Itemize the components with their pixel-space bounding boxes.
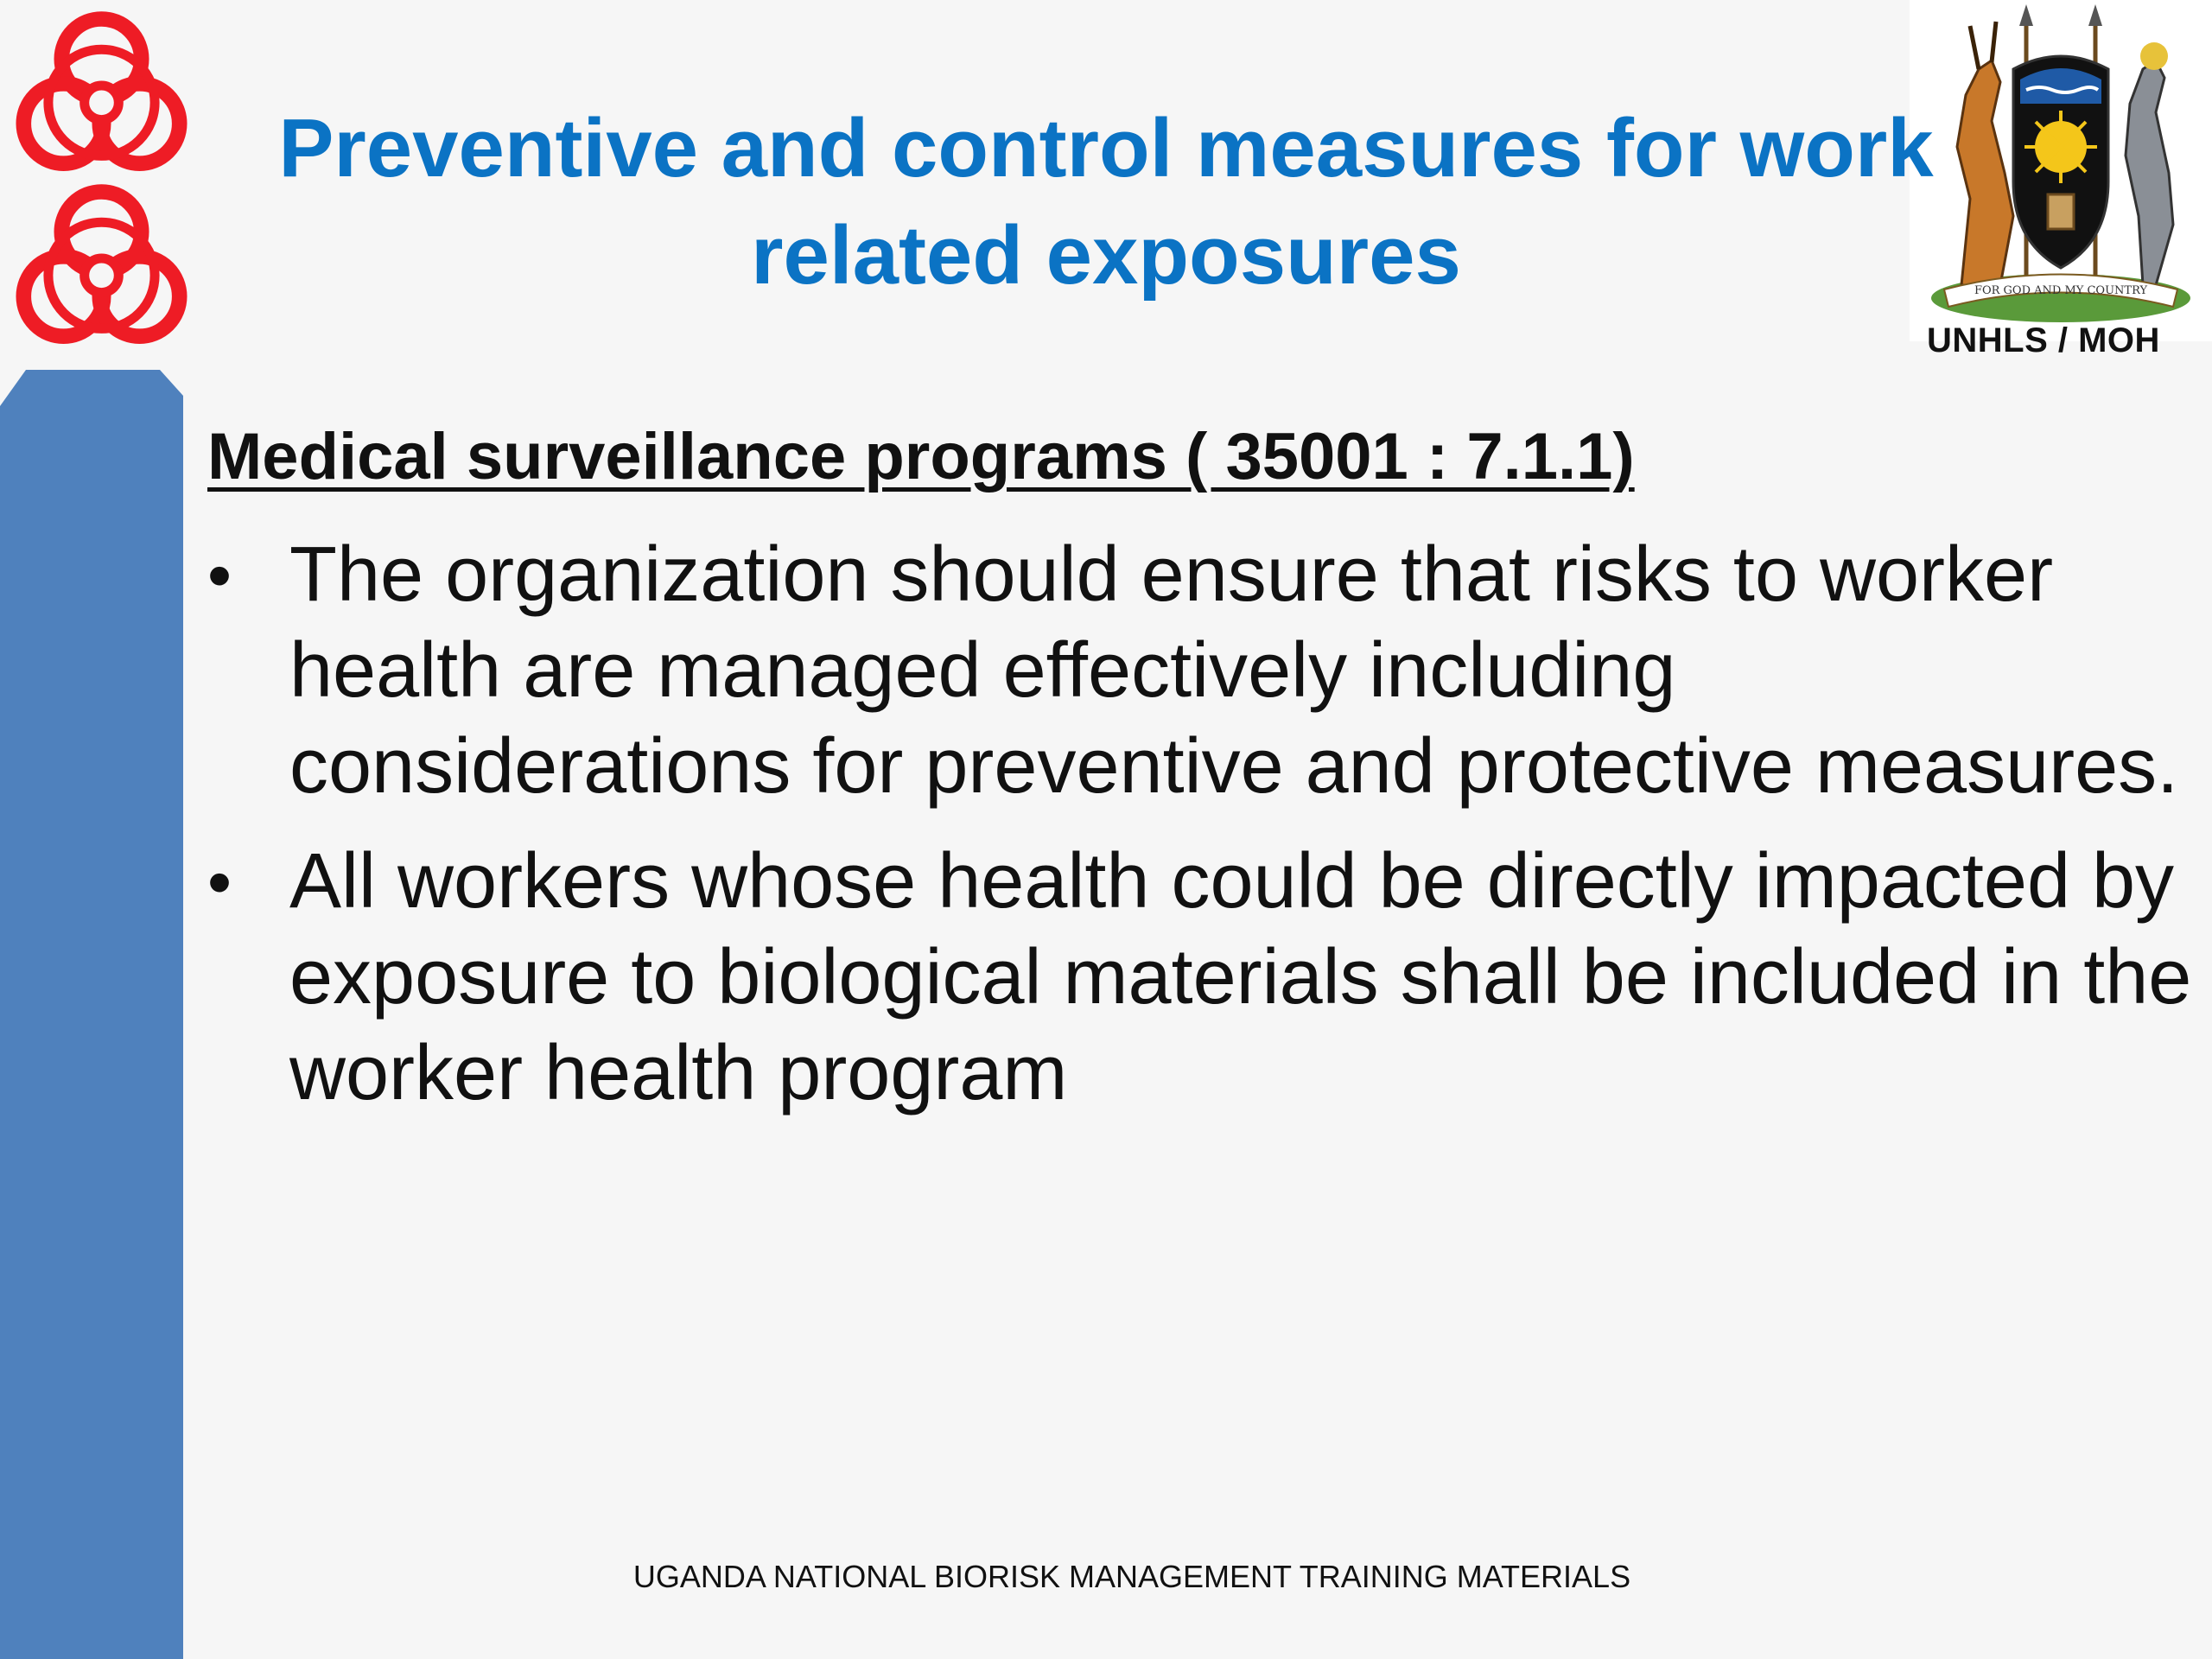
organization-label: UNHLS / MOH xyxy=(1927,321,2160,359)
crest-motto: FOR GOD AND MY COUNTRY xyxy=(1974,284,2148,297)
section-heading: Medical surveillance programs ( 35001 : 7.1.1) xyxy=(207,420,1635,493)
title-line-2: related exposures xyxy=(751,209,1461,302)
bullet-marker: • xyxy=(207,843,232,920)
bullet-text: All workers whose health could be directly impacted by exposure to biological materials shall be included in the worker health program xyxy=(289,838,2192,1116)
bullet-list xyxy=(207,527,2195,1141)
slide-title xyxy=(207,95,2005,309)
bullet-text: The organization should ensure that risks to worker health are managed effectively including considerations for preventive and protective measures. xyxy=(289,531,2179,810)
footer-text: UGANDA NATIONAL BIORISK MANAGEMENT TRAINING MATERIALS xyxy=(632,1559,1631,1594)
bullet-item xyxy=(207,834,2195,1122)
title-line-1: Preventive and control measures for work xyxy=(278,102,1934,194)
bullet-item xyxy=(207,527,2195,815)
biohazard-icon xyxy=(0,173,203,363)
biohazard-icon xyxy=(0,0,203,190)
bullet-marker: • xyxy=(207,537,232,613)
